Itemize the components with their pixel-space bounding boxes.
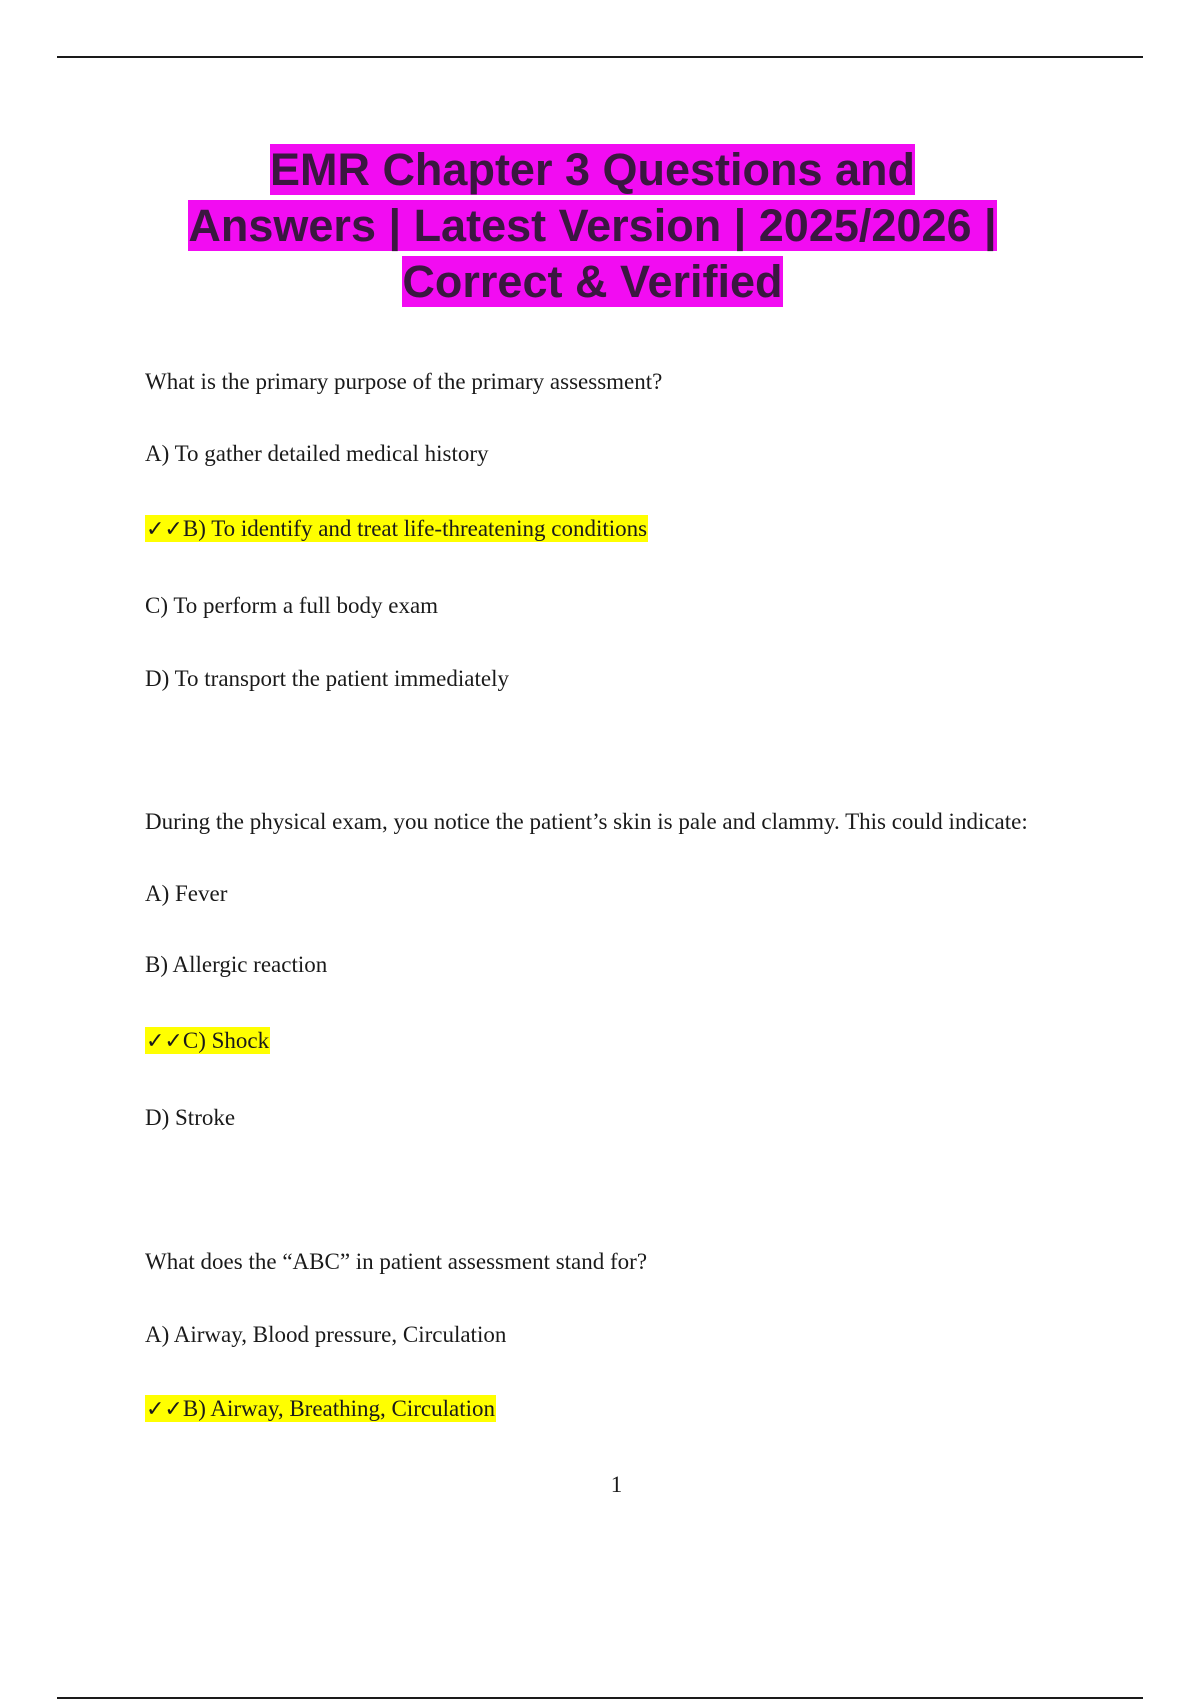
option-label: B) Airway, Breathing, Circulation (182, 1396, 496, 1421)
question-2-option-b: B) Allergic reaction (145, 952, 328, 977)
option-label: C) Shock (182, 1028, 270, 1053)
check-mark-icon: ✓✓ (146, 1029, 183, 1054)
question-1-text: What is the primary purpose of the primary assessment? (145, 369, 663, 394)
question-1-option-d: D) To transport the patient immediately (145, 666, 509, 691)
document-title (120, 142, 1065, 310)
check-mark-icon: ✓✓ (146, 517, 183, 542)
question-2-text: During the physical exam, you notice the patient’s skin is pale and clammy. This could indicate: (145, 809, 1028, 834)
bottom-rule (57, 1697, 1143, 1699)
question-3-text: What does the “ABC” in patient assessment stand for? (145, 1249, 648, 1274)
question-1-option-c: C) To perform a full body exam (145, 593, 439, 618)
question-2-option-c-correct (145, 1026, 270, 1057)
question-2-option-d: D) Stroke (145, 1105, 236, 1130)
question-3-option-b-correct (145, 1394, 496, 1425)
question-2-option-a: A) Fever (145, 881, 228, 906)
title-line-2: Answers | Latest Version | 2025/2026 | (188, 200, 997, 251)
check-mark-icon: ✓✓ (146, 1397, 183, 1422)
title-line-3: Correct & Verified (402, 256, 783, 307)
option-label: B) To identify and treat life-threatening conditions (182, 516, 648, 541)
question-1-option-a: A) To gather detailed medical history (145, 441, 489, 466)
top-rule (57, 56, 1143, 58)
question-3-option-a: A) Airway, Blood pressure, Circulation (145, 1322, 507, 1347)
question-1-option-b-correct (145, 514, 648, 545)
page-number: 1 (610, 1472, 623, 1497)
title-line-1: EMR Chapter 3 Questions and (269, 144, 916, 195)
